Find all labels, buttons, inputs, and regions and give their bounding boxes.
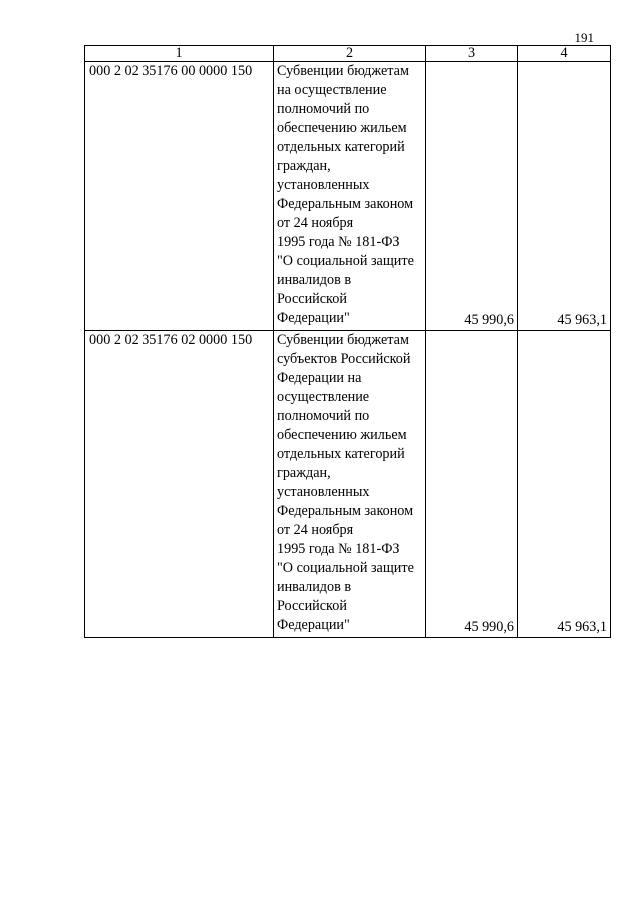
budget-code-cell: 000 2 02 35176 02 0000 150 — [85, 331, 274, 638]
description-line: обеспечению жильем — [277, 427, 407, 443]
description-line: отдельных категорий — [277, 446, 405, 462]
description-line: граждан, — [277, 465, 331, 481]
description-line: от 24 ноября — [277, 522, 354, 538]
table-header-row — [85, 46, 611, 62]
description-cell — [274, 331, 426, 638]
amount-col3-cell: 45 990,6 — [426, 62, 518, 331]
amount-col4-cell: 45 963,1 — [518, 331, 611, 638]
description-line: Субвенции бюджетам — [277, 63, 409, 79]
description-line: субъектов Российской — [277, 351, 411, 367]
description-line: установленных — [277, 177, 370, 193]
description-line: от 24 ноября — [277, 215, 354, 231]
description-line: Российской — [277, 291, 347, 307]
description-line: Федерации" — [277, 617, 350, 633]
description-line: на осуществление — [277, 82, 387, 98]
budget-table — [84, 45, 611, 638]
column-header-2: 2 — [274, 46, 426, 62]
description-line: установленных — [277, 484, 370, 500]
amount-col3-cell: 45 990,6 — [426, 331, 518, 638]
description-line: полномочий по — [277, 408, 370, 424]
table-row — [85, 331, 611, 638]
description-line: Субвенции бюджетам — [277, 332, 409, 348]
description-line: Федерации на — [277, 370, 362, 386]
description-line: Российской — [277, 598, 347, 614]
description-line: осуществление — [277, 389, 370, 405]
amount-col4-cell: 45 963,1 — [518, 62, 611, 331]
description-line: Федеральным законом — [277, 196, 414, 212]
description-line: 1995 года № 181-ФЗ — [277, 234, 400, 250]
column-header-3: 3 — [426, 46, 518, 62]
column-header-4: 4 — [518, 46, 611, 62]
description-line: инвалидов в — [277, 579, 352, 595]
column-header-1: 1 — [85, 46, 274, 62]
page-number: 191 — [574, 30, 594, 45]
description-line: отдельных категорий — [277, 139, 405, 155]
description-line: граждан, — [277, 158, 331, 174]
description-line: обеспечению жильем — [277, 120, 407, 136]
description-line: "О социальной защите — [277, 560, 414, 576]
table-row — [85, 62, 611, 331]
description-line: инвалидов в — [277, 272, 352, 288]
description-cell — [274, 62, 426, 331]
budget-code-cell: 000 2 02 35176 00 0000 150 — [85, 62, 274, 331]
description-line: Федеральным законом — [277, 503, 414, 519]
description-line: Федерации" — [277, 310, 350, 326]
description-line: "О социальной защите — [277, 253, 414, 269]
description-line: 1995 года № 181-ФЗ — [277, 541, 400, 557]
description-line: полномочий по — [277, 101, 370, 117]
